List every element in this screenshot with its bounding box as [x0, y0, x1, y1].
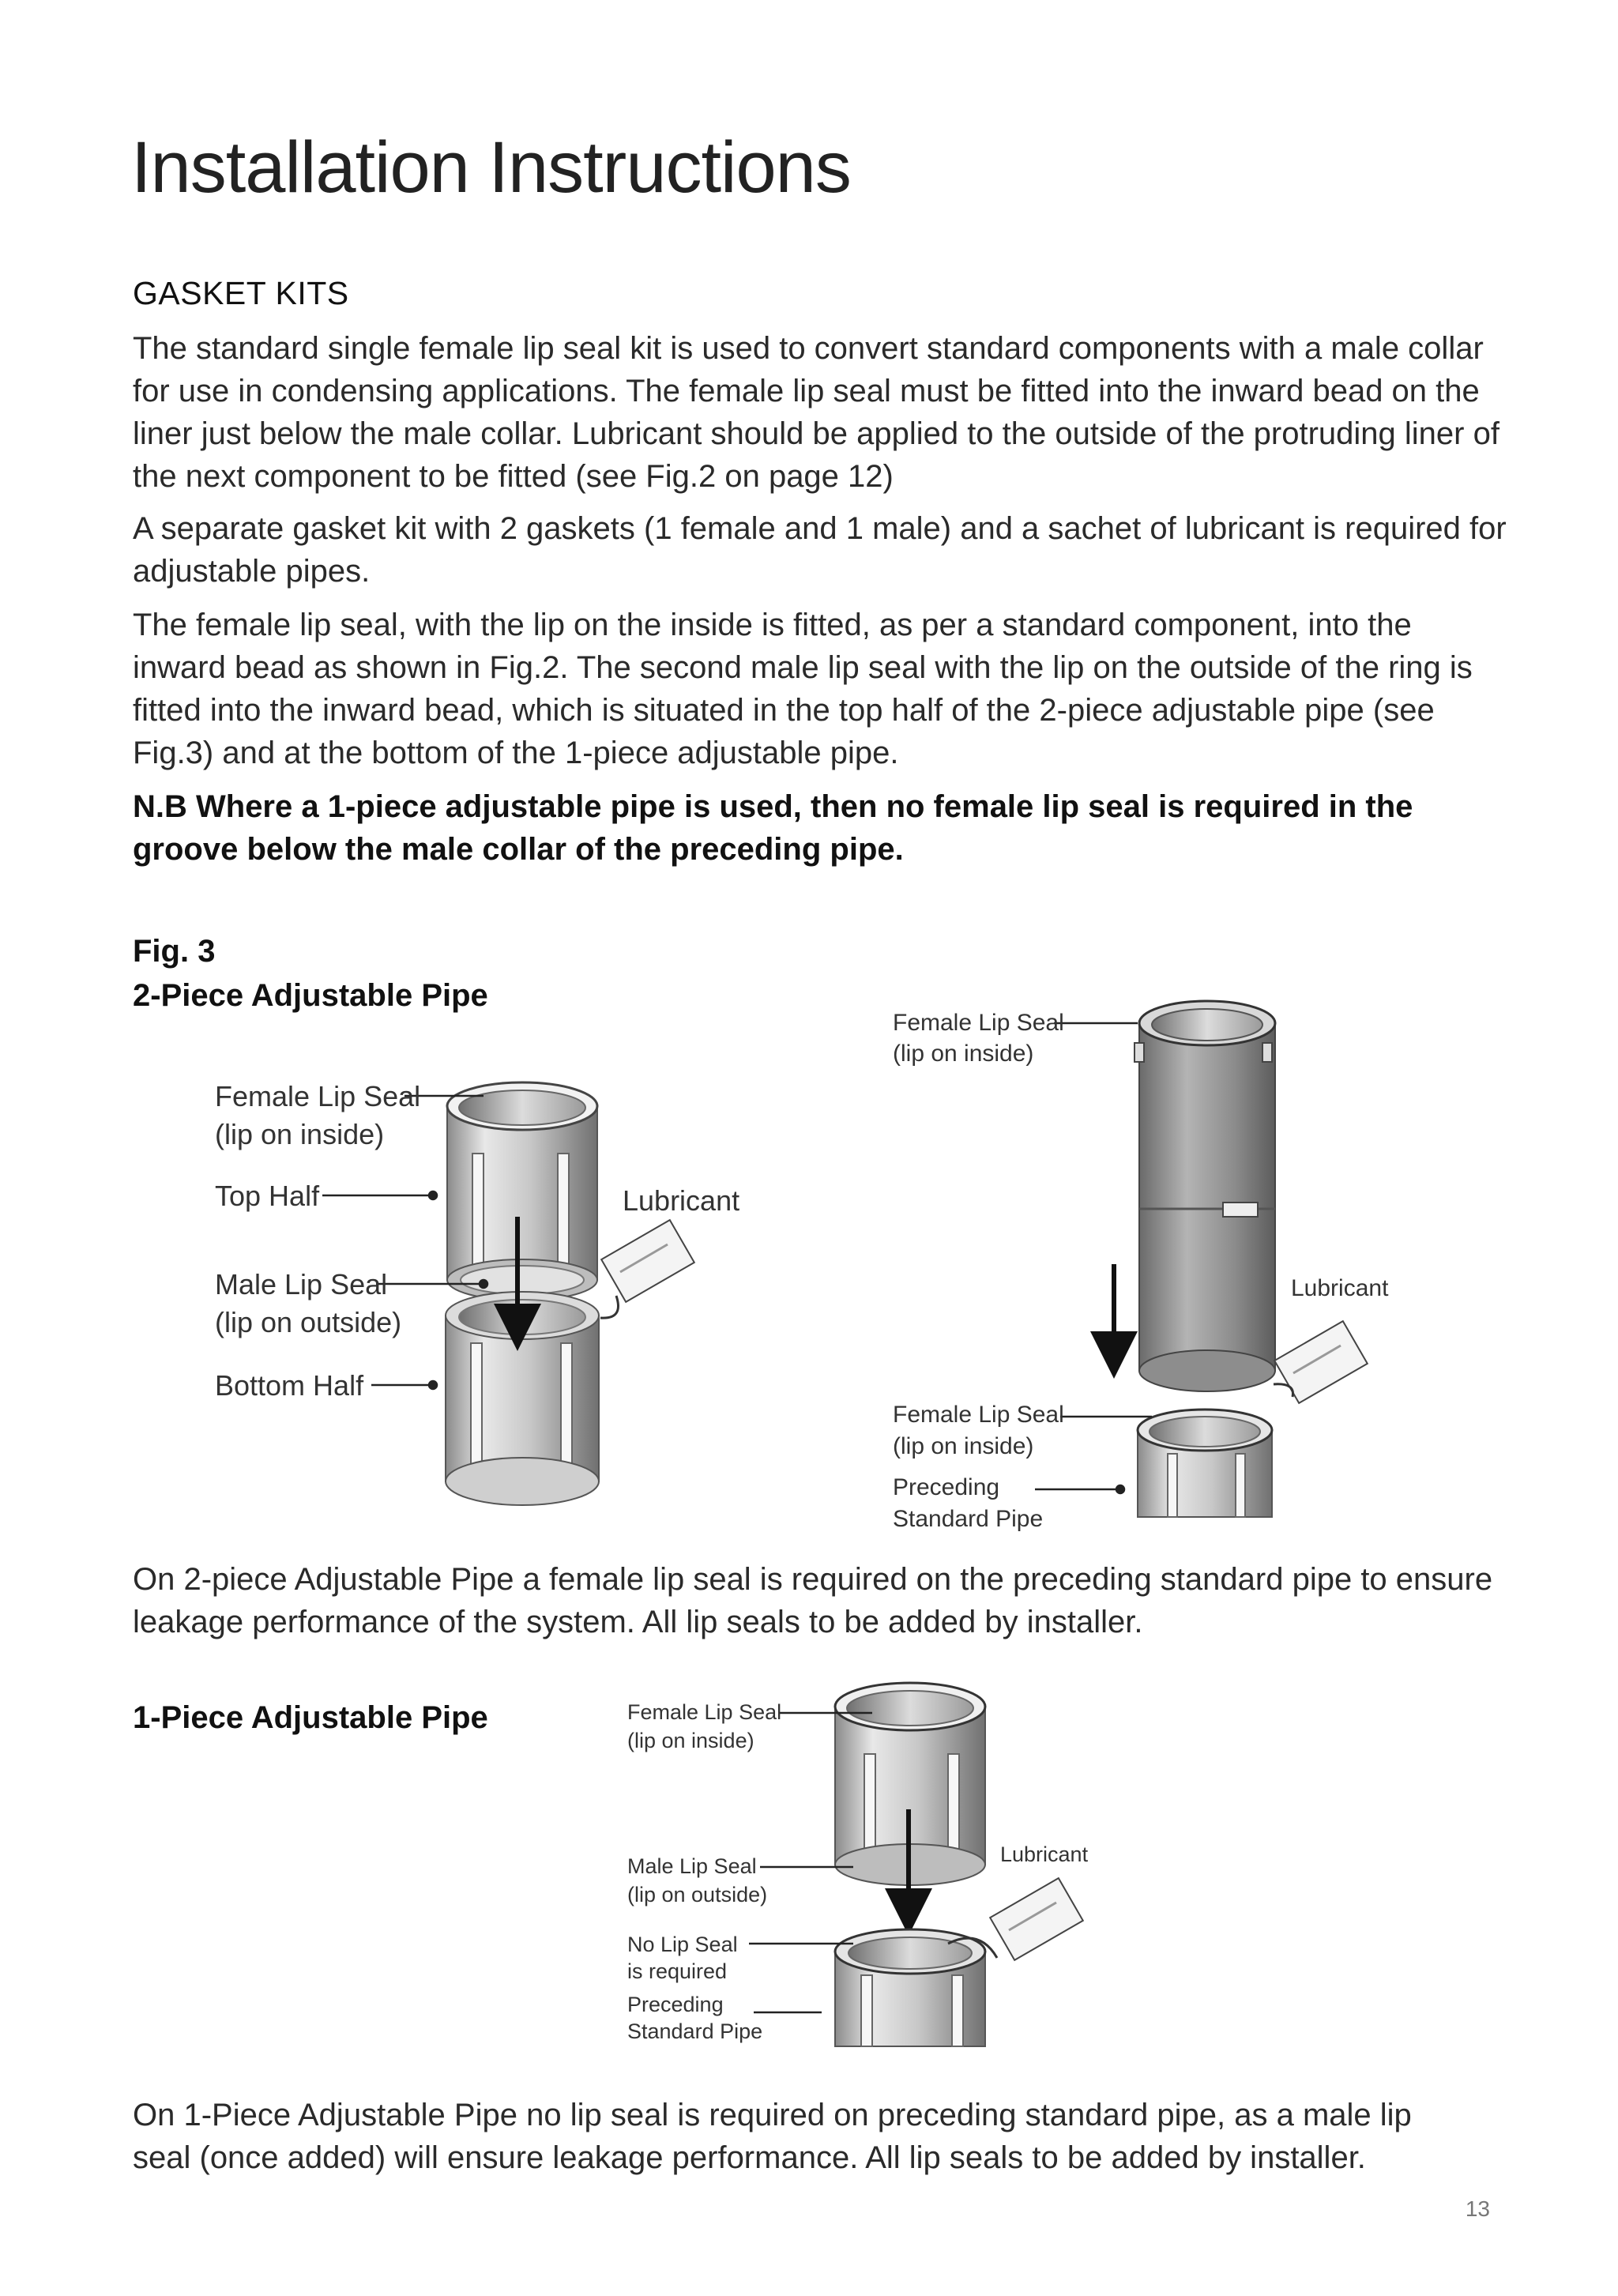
one-piece-no-lip-seal: No Lip Seal [627, 1933, 738, 1956]
paragraph-1: The standard single female lip seal kit is used to convert standard components with a male collar for use in condensing applications. The female lip seal must be fitted into the inward bead on the liner just below the male collar. Lubricant should be applied to the outside of the protruding liner of the next component to be fitted (see Fig.2 on page 12) [133, 331, 1499, 494]
page-number: 13 [1465, 2196, 1490, 2221]
fig3-left-lubricant: Lubricant [623, 1184, 740, 1217]
two-piece-tall-pipe [1134, 1001, 1275, 1391]
fig3-right-female-lip-seal-top: Female Lip Seal [893, 1010, 1064, 1036]
one-piece-lubricant: Lubricant [1000, 1842, 1089, 1866]
one-piece-male-lip-seal: Male Lip Seal [627, 1854, 757, 1878]
paragraph-nb: N.B Where a 1-piece adjustable pipe is used, then no female lip seal is required in the groove below the male collar of the preceding pipe. [133, 789, 1413, 867]
one-piece-is-required: is required [627, 1959, 728, 1983]
fig3-right-standard-pipe: Standard Pipe [893, 1506, 1044, 1532]
fig3-title: 2-Piece Adjustable Pipe [133, 978, 488, 1013]
fig3-right-preceding: Preceding [893, 1474, 1000, 1500]
one-piece-male-lip-seal-note: (lip on outside) [627, 1883, 768, 1906]
two-piece-top-half [447, 1082, 597, 1300]
fig3-left-male-lip-seal-note: (lip on outside) [215, 1306, 402, 1338]
one-piece-caption: On 1-Piece Adjustable Pipe no lip seal is required on preceding standard pipe, as a male lip seal (once added) will ensure leakage performance. All lip seals to be added by installer. [133, 2098, 1412, 2175]
fig3-caption: On 2-piece Adjustable Pipe a female lip seal is required on the preceding standard pipe to ensure leakage performance of the system. All lip seals to be added by installer. [133, 1562, 1493, 1639]
one-piece-preceding: Preceding [627, 1993, 724, 2016]
paragraph-3: The female lip seal, with the lip on the inside is fitted, as per a standard component, into the inward bead as shown in Fig.2. The second male lip seal with the lip on the outside of the ring is fitted into the inward bead, which is situated in the top half of the 2-piece adjustable pipe (see Fig.3) and at the bottom of the 1-piece adjustable pipe. [133, 608, 1473, 770]
one-piece-female-lip-seal-note: (lip on inside) [627, 1729, 754, 1752]
fig3-left-female-lip-seal-note: (lip on inside) [215, 1118, 385, 1150]
fig3-right-female-lip-seal-bottom-note: (lip on inside) [893, 1433, 1034, 1459]
lubricant-sachet-right [1274, 1321, 1368, 1403]
fig3-right-female-lip-seal-bottom: Female Lip Seal [893, 1402, 1064, 1428]
one-piece-standard-pipe: Standard Pipe [627, 2019, 763, 2043]
fig3-left-female-lip-seal: Female Lip Seal [215, 1080, 421, 1112]
one-piece-title: 1-Piece Adjustable Pipe [133, 1700, 488, 1735]
preceding-standard-pipe-right [1138, 1410, 1272, 1517]
lubricant-sachet-left [600, 1220, 694, 1318]
fig3-left-bottom-half: Bottom Half [215, 1369, 364, 1402]
fig3-right-female-lip-seal-top-note: (lip on inside) [893, 1041, 1034, 1067]
section-heading: GASKET KITS [133, 275, 349, 311]
fig3-left-male-lip-seal: Male Lip Seal [215, 1268, 388, 1300]
preceding-standard-pipe-one-piece [835, 1929, 985, 2046]
one-piece-female-lip-seal: Female Lip Seal [627, 1700, 782, 1724]
two-piece-bottom-half [446, 1292, 599, 1505]
page-title: Installation Instructions [131, 127, 851, 208]
fig3-left-top-half: Top Half [215, 1180, 320, 1212]
paragraph-2: A separate gasket kit with 2 gaskets (1 female and 1 male) and a sachet of lubricant is required for adjustable pipes. [133, 511, 1507, 589]
fig3-right-lubricant: Lubricant [1291, 1275, 1389, 1301]
fig3-number: Fig. 3 [133, 934, 216, 969]
